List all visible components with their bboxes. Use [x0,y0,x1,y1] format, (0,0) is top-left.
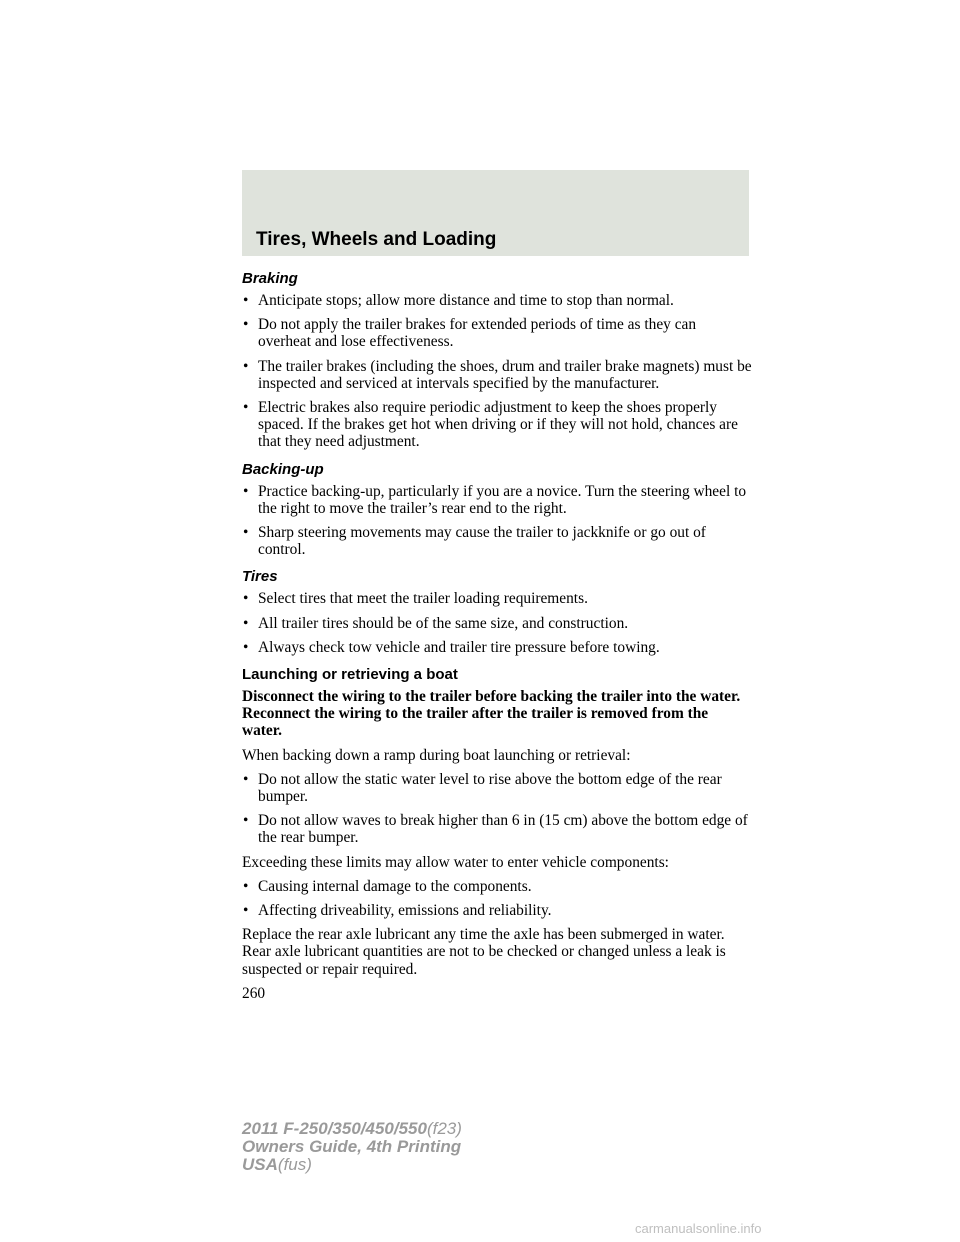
bullet-icon: • [243,614,249,632]
closing-paragraph: Replace the rear axle lubricant any time the axle has been submerged in water. Rear axle lubricant quantities are not to be checked or changed unless a leak is suspected or repair required. [242,926,726,978]
tires-list [242,590,752,656]
footer-model-line: 2011 F-250/350/450/550(f23) [242,1119,462,1138]
bullet-icon: • [243,638,249,656]
backing-up-list [242,483,752,559]
list-item: • Do not apply the trailer brakes for extended periods of time as they can overheat and lose effectiveness. [243,316,697,351]
page-number: 260 [242,984,266,1002]
limits-list [242,878,752,919]
list-item: • Do not allow waves to break higher than 6 in (15 cm) above the bottom edge of the rear bumper. [243,812,748,847]
bullet-icon: • [243,292,249,309]
bullet-icon: • [243,770,249,788]
boat-intro: When backing down a ramp during boat launching or retrieval: [242,746,631,764]
bullet-icon: • [243,877,249,895]
backing-up-heading: Backing-up [242,460,324,478]
list-item: • The trailer brakes (including the shoes, drum and trailer brake magnets) must be inspected and serviced at intervals specified by the manufacturer. [243,357,752,392]
watermark: carmanualsonline.info [635,1221,762,1236]
tires-heading: Tires [242,568,278,586]
list-item: • Always check tow vehicle and trailer tire pressure before towing. [243,638,660,656]
list-item: • Causing internal damage to the components. [243,877,532,895]
list-item: • Anticipate stops; allow more distance and time to stop than normal. [243,292,674,309]
bullet-icon: • [243,357,249,375]
bullet-icon: • [243,902,249,920]
bullet-icon: • [243,399,249,417]
bullet-icon: • [243,316,249,334]
list-item: • Sharp steering movements may cause the trailer to jackknife or go out of control. [243,524,706,559]
bullet-icon: • [243,590,249,608]
list-item: • Select tires that meet the trailer loading requirements. [243,590,588,608]
bullet-icon: • [243,524,249,542]
boat-list [242,771,752,847]
bullet-icon: • [243,482,249,500]
page-content [242,262,752,1002]
list-item: • Electric brakes also require periodic adjustment to keep the shoes properly spaced. If the brakes get hot when driving or if they will not hold, chances are that they need adjustment. [243,399,738,451]
braking-heading: Braking [242,270,298,287]
boat-heading: Launching or retrieving a boat [242,666,458,684]
limits-intro: Exceeding these limits may allow water to enter vehicle components: [242,853,669,871]
list-item: • Practice backing-up, particularly if you are a novice. Turn the steering wheel to the right to move the trailer’s rear end to the right. [243,482,747,517]
boat-warning: Disconnect the wiring to the trailer before backing the trailer into the water. Reconnect the wiring to the trailer after the trailer is removed from the water. [242,688,741,740]
footer-guide-line: Owners Guide, 4th Printing [242,1137,462,1156]
list-item: • Do not allow the static water level to rise above the bottom edge of the rear bumper. [243,770,722,806]
list-item: • All trailer tires should be of the same size, and construction. [243,614,629,632]
footer-imprint [242,1120,462,1174]
section-title: Tires, Wheels and Loading [256,229,497,250]
footer-region-line: USA(fus) [242,1155,312,1174]
braking-list [242,292,752,451]
bullet-icon: • [243,812,249,830]
list-item: • Affecting driveability, emissions and reliability. [243,902,552,920]
